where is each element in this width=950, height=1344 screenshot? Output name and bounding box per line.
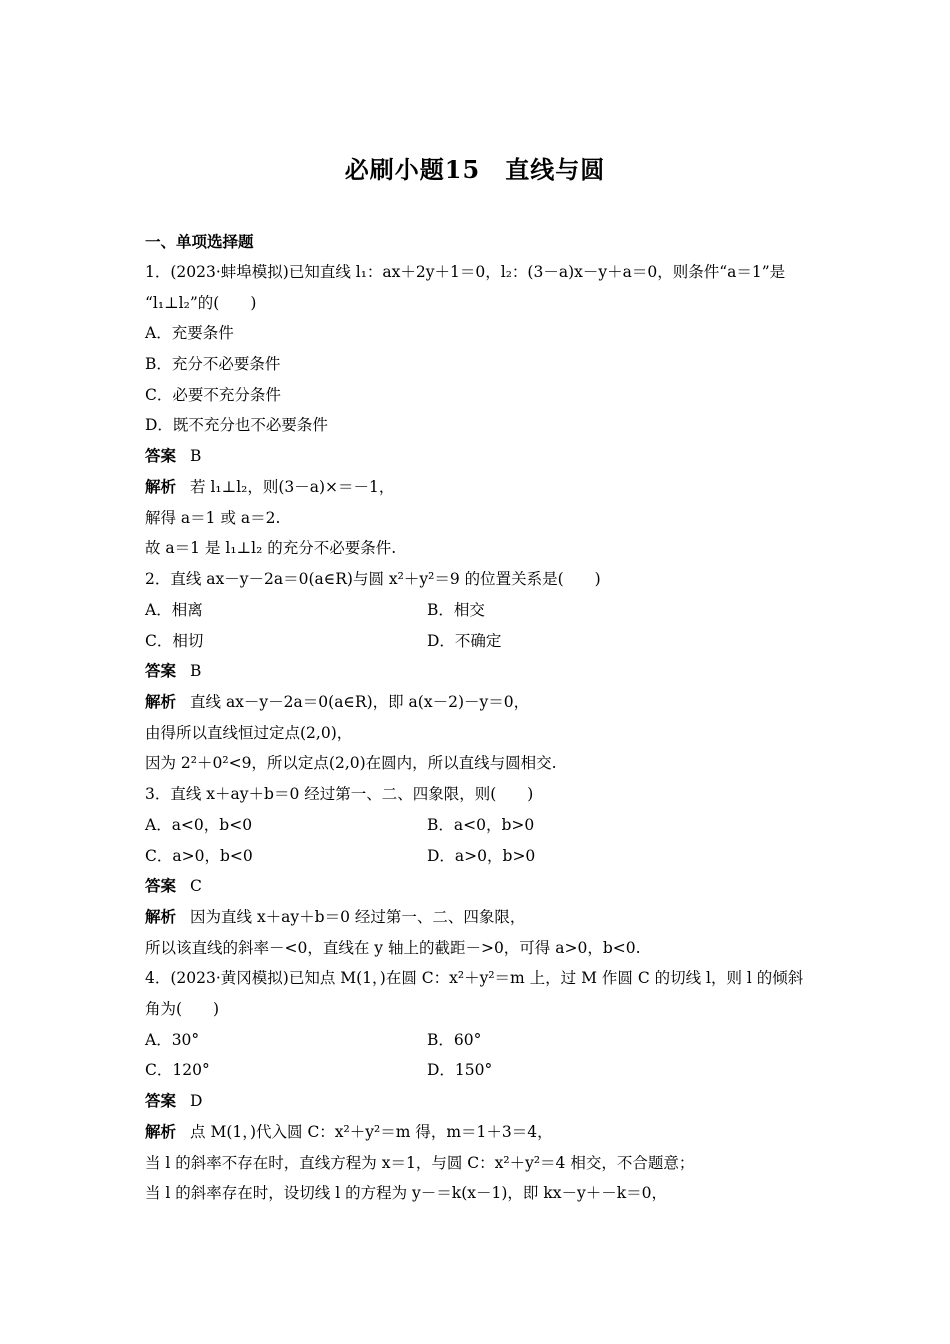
q1-option-d: D．既不充分也不必要条件 [145, 416, 328, 434]
q3-answer [145, 876, 202, 896]
q3-option-c: C．a>0，b<0 [145, 847, 253, 865]
q3-analysis-line1 [145, 907, 525, 927]
analysis-label: 解析 [145, 692, 177, 711]
answer-label: 答案 [145, 446, 177, 465]
q2-option-a: A．相离 [145, 601, 203, 619]
q3-option-d: D．a>0，b>0 [427, 847, 536, 865]
q2-answer-value: B [190, 662, 202, 680]
q4-options-row2 [145, 1060, 493, 1080]
q1-stem-line1: 1．(2023·蚌埠模拟)已知直线 l₁：ax＋2y＋1＝0，l₂：(3－a)x－y＋a＝0，则条件“a＝1”是 [145, 263, 786, 281]
answer-label: 答案 [145, 1091, 177, 1110]
page-title: 必刷小题15 直线与圆 [344, 155, 606, 184]
q1-analysis-line3: 故 a＝1 是 l₁⊥l₂ 的充分不必要条件. [145, 539, 397, 557]
q4-option-b: B．60° [427, 1031, 482, 1049]
q3-answer-value: C [190, 877, 202, 895]
q1-stem-line2: “l₁⊥l₂”的( ) [145, 294, 257, 312]
q2-option-c: C．相切 [145, 632, 204, 650]
q3-options-row2 [145, 846, 536, 866]
q2-options-row2 [145, 631, 502, 651]
q1-analysis-text1: 若 l₁⊥l₂，则(3－a)×＝－1， [190, 478, 395, 496]
q2-answer [145, 661, 201, 681]
q1-option-a: A．充要条件 [145, 324, 234, 342]
q1-option-c: C．必要不充分条件 [145, 386, 281, 404]
q1-option-b: B．充分不必要条件 [145, 355, 281, 373]
q3-stem: 3．直线 x＋ay＋b＝0 经过第一、二、四象限，则( ) [145, 785, 534, 803]
q2-stem: 2．直线 ax－y－2a＝0(a∈R)与圆 x²＋y²＝9 的位置关系是( ) [145, 570, 601, 588]
q4-analysis-line3: 当 l 的斜率存在时，设切线 l 的方程为 y－＝k(x－1)，即 kx－y＋－k＝0， [145, 1184, 667, 1202]
q1-analysis-line2: 解得 a＝1 或 a＝2. [145, 509, 281, 527]
q1-analysis-line1 [145, 477, 394, 497]
answer-label: 答案 [145, 661, 177, 680]
q2-analysis-line3: 因为 2²＋0²<9，所以定点(2,0)在圆内，所以直线与圆相交. [145, 754, 557, 772]
q4-analysis-text1: 点 M(1，)代入圆 C：x²＋y²＝m 得，m＝1＋3＝4， [190, 1123, 553, 1141]
q4-option-a: A．30° [145, 1031, 200, 1049]
q4-options-row1 [145, 1030, 482, 1050]
analysis-label: 解析 [145, 477, 177, 496]
section-heading: 一、单项选择题 [145, 232, 254, 251]
analysis-label: 解析 [145, 907, 177, 926]
q3-options-row1 [145, 815, 535, 835]
analysis-label: 解析 [145, 1122, 177, 1141]
q2-option-b: B．相交 [427, 601, 485, 619]
answer-label: 答案 [145, 876, 177, 895]
q1-answer [145, 446, 201, 466]
q1-answer-value: B [190, 447, 202, 465]
q2-options-row1 [145, 600, 485, 620]
q2-option-d: D．不确定 [427, 632, 502, 650]
q4-option-c: C．120° [145, 1061, 210, 1079]
q4-option-d: D．150° [427, 1061, 493, 1079]
q4-answer [145, 1091, 202, 1111]
q4-stem-line1: 4．(2023·黄冈模拟)已知点 M(1，)在圆 C：x²＋y²＝m 上，过 M 作圆 C 的切线 l，则 l 的倾斜 [145, 969, 804, 987]
q3-analysis-text1: 因为直线 x＋ay＋b＝0 经过第一、二、四象限， [190, 908, 526, 926]
q3-option-b: B．a<0，b>0 [427, 816, 535, 834]
q4-analysis-line2: 当 l 的斜率不存在时，直线方程为 x＝1，与圆 C：x²＋y²＝4 相交，不合题意； [145, 1154, 695, 1172]
q2-analysis-line1 [145, 692, 529, 712]
q2-analysis-text1: 直线 ax－y－2a＝0(a∈R)，即 a(x－2)－y＝0， [190, 693, 530, 711]
q2-analysis-line2: 由得所以直线恒过定点(2,0)， [145, 724, 353, 742]
q4-answer-value: D [190, 1092, 203, 1110]
q4-stem-line2: 角为( ) [145, 1000, 220, 1018]
q3-option-a: A．a<0，b<0 [145, 816, 253, 834]
q3-analysis-line2: 所以该直线的斜率－<0，直线在 y 轴上的截距－>0，可得 a>0，b<0. [145, 939, 641, 957]
q4-analysis-line1 [145, 1122, 553, 1142]
